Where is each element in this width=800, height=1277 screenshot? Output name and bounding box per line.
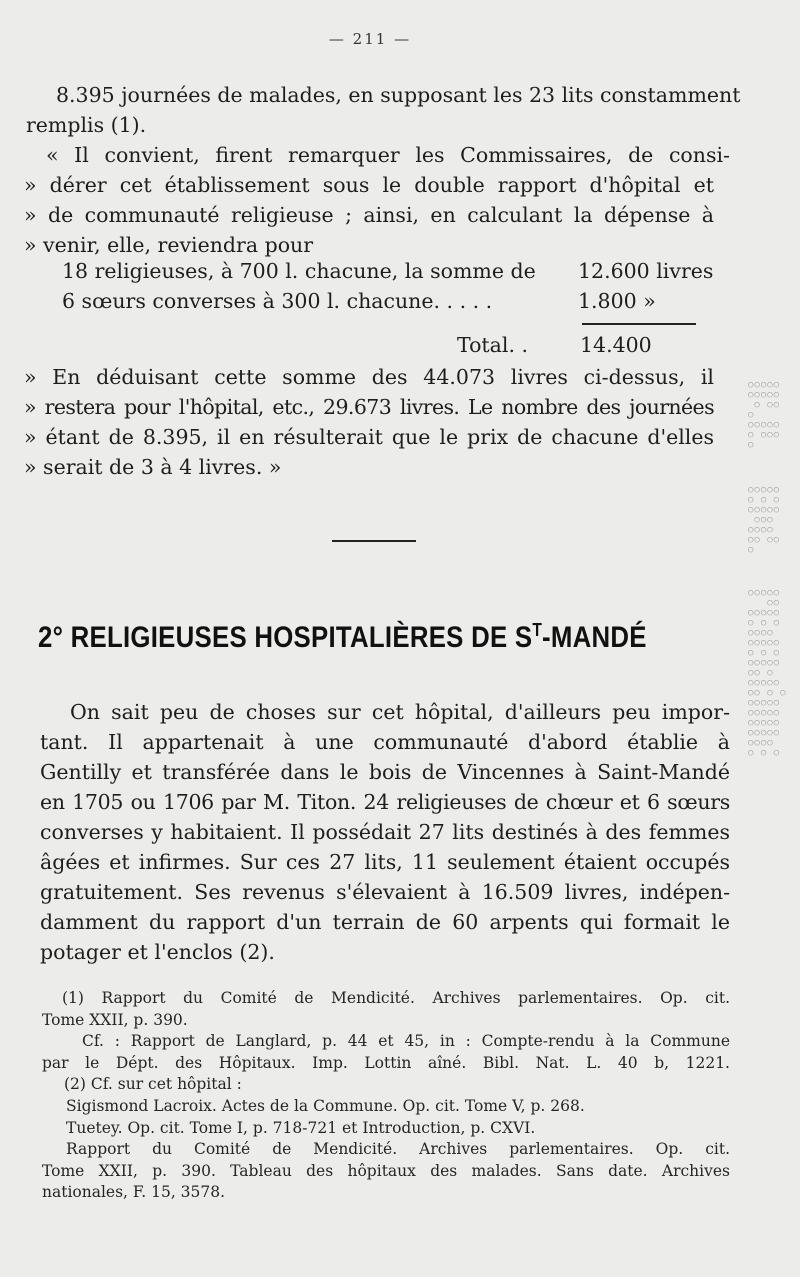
edge-perforation-dots: ○○○○○ ○ ○ ○ ○○○○○ ○○○ ○○○○ ○○ ○○ ○ (748, 485, 781, 555)
body-line: gratuitement. Ses revenus s'élevaient à 16.509 livres, indépen- (40, 880, 730, 904)
section-heading-text: 2° RELIGIEUSES HOSPITALIÈRES DE S (38, 621, 533, 654)
text-line: » restera pour l'hôpital, etc., 29.673 livres. Le nombre des journées (24, 395, 714, 419)
body-line: en 1705 ou 1706 par M. Titon. 24 religieuses de chœur et 6 sœurs (40, 790, 730, 814)
text-line: remplis (1). (26, 113, 147, 137)
footnote-line: par le Dépt. des Hôpitaux. Imp. Lottin aîné. Bibl. Nat. L. 40 b, 1221. (42, 1053, 730, 1072)
body-line: Gentilly et transférée dans le bois de Vincennes à Saint-Mandé (40, 760, 730, 784)
text-line: » étant de 8.395, il en résulterait que le prix de chacune d'elles (24, 425, 714, 449)
footnote-line: (1) Rapport du Comité de Mendicité. Archives parlementaires. Op. cit. (62, 989, 730, 1007)
total-value: 14.400 (580, 333, 652, 357)
calc-row-label: 6 sœurs converses à 300 l. chacune. . . . . (62, 289, 493, 313)
calc-row-amount: 12.600 livres (578, 259, 714, 283)
footnotes (42, 988, 730, 1204)
page-number: — 211 — (328, 30, 412, 48)
text-line: » serait de 3 à 4 livres. » (24, 455, 282, 479)
text-line: » dérer cet établissement sous le double rapport d'hôpital et (24, 173, 714, 197)
footnote-line: Cf. : Rapport de Langlard, p. 44 et 45, in : Compte-rendu à la Commune (82, 1032, 730, 1051)
calc-row-amount: 1.800 » (578, 289, 656, 313)
footnote-line: Tuetey. Op. cit. Tome I, p. 718-721 et Introduction, p. CXVI. (66, 1118, 536, 1137)
text-line: « Il convient, firent remarquer les Commissaires, de consi- (46, 143, 730, 167)
body-line: On sait peu de choses sur cet hôpital, d'ailleurs peu impor- (70, 700, 730, 724)
footnote-line: Tome XXII, p. 390. (42, 1010, 188, 1029)
text-line: » En déduisant cette somme des 44.073 livres ci-dessus, il (24, 365, 714, 389)
text-line: » de communauté religieuse ; ainsi, en calculant la dépense à (24, 203, 714, 227)
footnote-line: (2) Cf. sur cet hôpital : (64, 1075, 242, 1094)
section-divider (332, 540, 416, 542)
body-line: potager et l'enclos (2). (40, 940, 275, 964)
text-line: » venir, elle, reviendra pour (24, 233, 314, 257)
sum-rule (582, 323, 696, 325)
edge-perforation-dots: ○○○○○ ○○○○○ ○ ○○ ○ ○○○○○ ○ ○○○ ○ (748, 380, 781, 450)
body-paragraph (40, 697, 730, 967)
text-line: 8.395 journées de malades, en supposant les 23 lits constamment (56, 83, 741, 107)
section-heading-end: -MANDÉ (542, 621, 647, 654)
section-heading (38, 620, 647, 655)
footnote-line: nationales, F. 15, 3578. (42, 1183, 226, 1202)
body-line: âgées et infirmes. Sur ces 27 lits, 11 seulement étaient occupés (40, 850, 730, 874)
footnote-line: Rapport du Comité de Mendicité. Archives parlementaires. Op. cit. (66, 1140, 730, 1159)
footnote-line: Tome XXII, p. 390. Tableau des hôpitaux des malades. Sans date. Archives (42, 1161, 730, 1180)
body-line: damment du rapport d'un terrain de 60 arpents qui formait le (40, 910, 730, 934)
body-line: converses y habitaient. Il possédait 27 lits destinés à des femmes (40, 820, 730, 844)
calc-row-label: 18 religieuses, à 700 l. chacune, la somme de (62, 259, 536, 283)
total-label: Total. . (457, 333, 528, 357)
edge-perforation-dots: ○○○○○ ○○ ○○○○○ ○ ○ ○ ○○○○ ○○○○○ ○ ○ ○ ○○○○○ ○○ ○ ○○○○○ ○○ ○ ○ ○○○○○ ○○○○○ ○○○○○ ○○○○○ ○○○○ ○ ○ ○ (748, 588, 787, 758)
section-heading-sup: T (532, 620, 543, 640)
footnote-line: Sigismond Lacroix. Actes de la Commune. Op. cit. Tome V, p. 268. (66, 1096, 585, 1115)
body-line: tant. Il appartenait à une communauté d'abord établie à (40, 730, 730, 754)
